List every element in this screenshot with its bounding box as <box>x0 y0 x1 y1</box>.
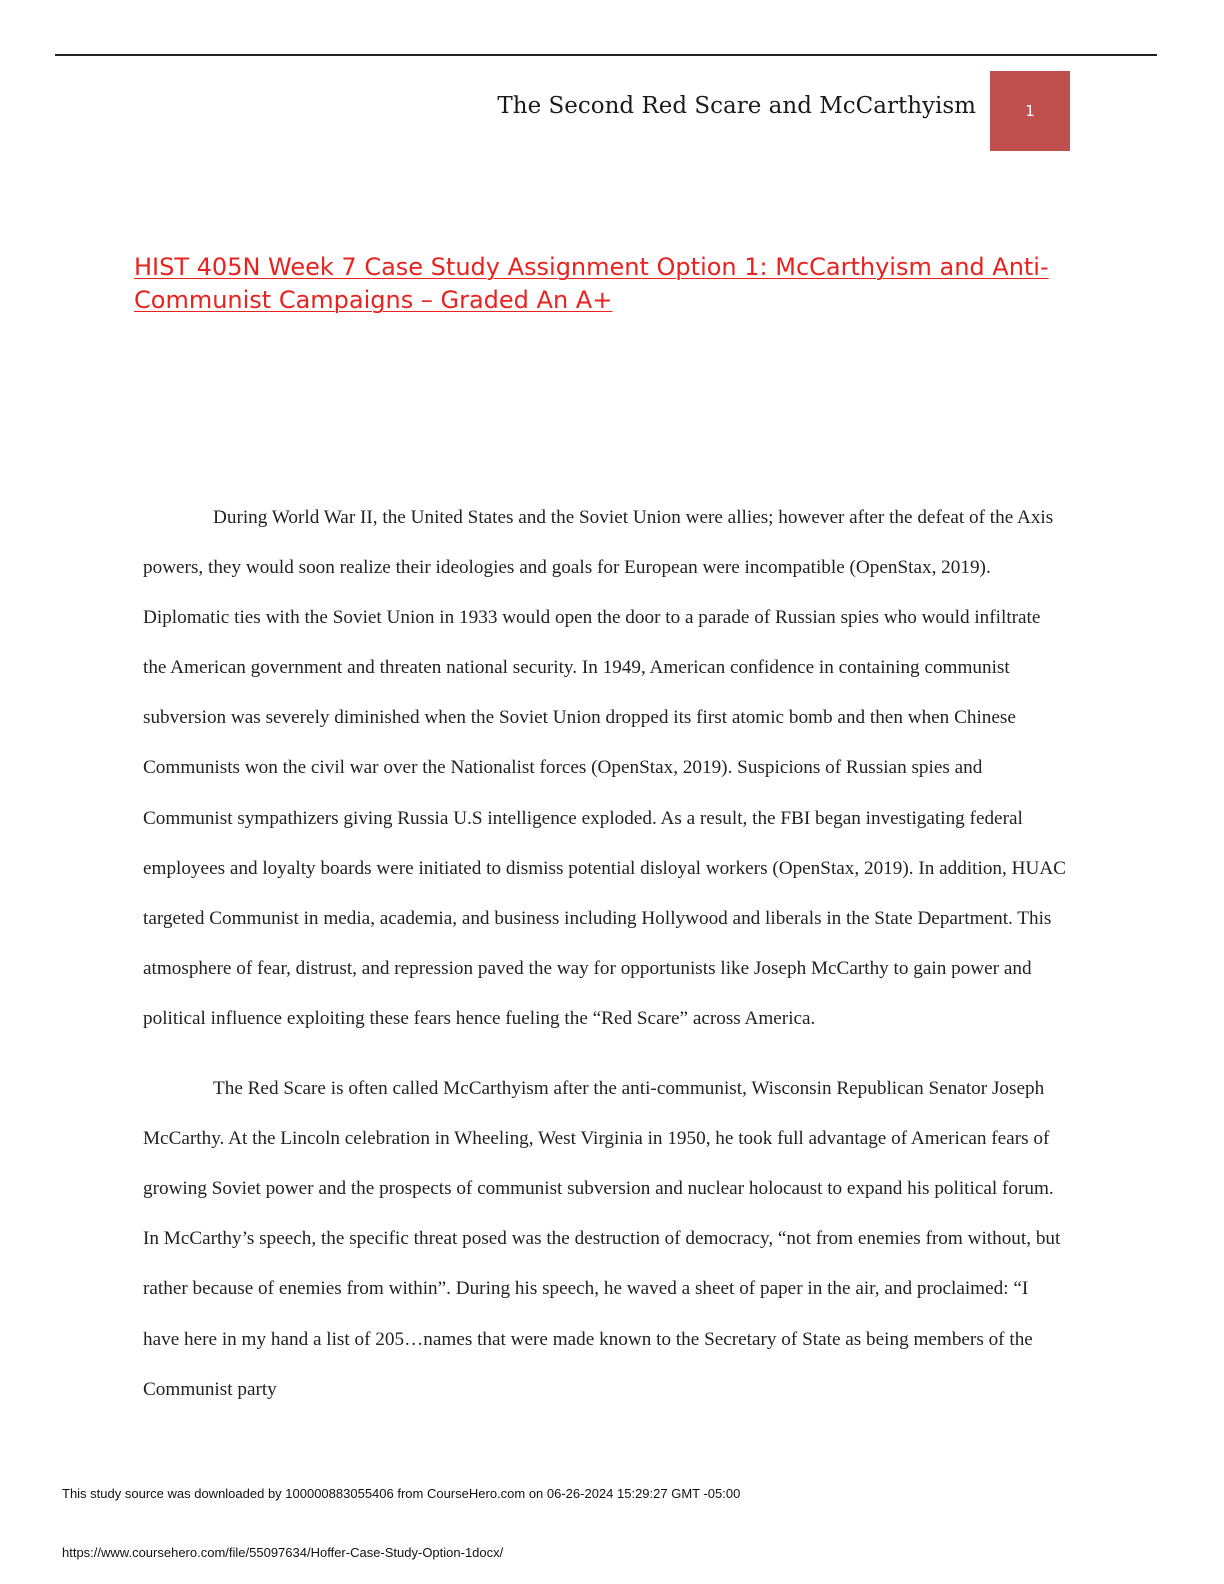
document-body <box>143 493 1068 1435</box>
header-rule <box>55 54 1157 56</box>
page-number-badge <box>990 71 1070 151</box>
download-notice: This study source was downloaded by 100000883055406 from CourseHero.com on 06-26-2024 15:29:27 GMT -05:00 <box>62 1486 741 1501</box>
document-title-link[interactable]: HIST 405N Week 7 Case Study Assignment Option 1: McCarthyism and Anti-Communist Campaigns – Graded An A+ <box>134 253 1049 314</box>
body-paragraph-2: The Red Scare is often called McCarthyism after the anti-communist, Wisconsin Republican Senator Joseph McCarthy. At the Lincoln celebration in Wheeling, West Virginia in 1950, he took full advantage of American fears of growing Soviet power and the prospects of communist subversion and nuclear holocaust to expand his political forum. In McCarthy’s speech, the specific threat posed was the destruction of democracy, “not from enemies from without, but rather because of enemies from within”. During his speech, he waved a sheet of paper in the air, and proclaimed: “I have here in my hand a list of 205…names that were made known to the Secretary of State as being members of the Communist party <box>143 1078 1061 1400</box>
source-url[interactable] <box>62 1545 503 1560</box>
source-url-link[interactable]: https://www.coursehero.com/file/55097634/Hoffer-Case-Study-Option-1docx/ <box>62 1545 504 1560</box>
body-paragraph-1: During World War II, the United States and the Soviet Union were allies; however after the defeat of the Axis powers, they would soon realize their ideologies and goals for European were incompatible (OpenStax, 2019). Diplomatic ties with the Soviet Union in 1933 would open the door to a parade of Russian spies who would infiltrate the American government and threaten national security. In 1949, American confidence in containing communist subversion was severely diminished when the Soviet Union dropped its first atomic bomb and then when Chinese Communists won the civil war over the Nationalist forces (OpenStax, 2019). Suspicions of Russian spies and Communist sympathizers giving Russia U.S intelligence exploded. As a result, the FBI began investigating federal employees and loyalty boards were initiated to dismiss potential disloyal workers (OpenStax, 2019). In addition, HUAC targeted Communist in media, academia, and business including Hollywood and liberals in the State Department. This atmosphere of fear, distrust, and repression paved the way for opportunists like Joseph McCarthy to gain power and political influence exploiting these fears hence fueling the “Red Scare” across America. <box>143 507 1066 1029</box>
document-title[interactable] <box>134 251 1074 317</box>
running-header-title: The Second Red Scare and McCarthyism <box>497 93 976 119</box>
page-number: 1 <box>1025 102 1035 120</box>
